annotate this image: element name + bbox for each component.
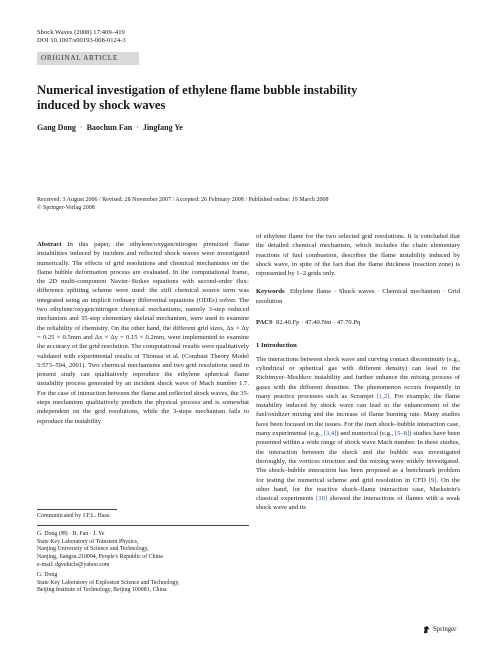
citation-link[interactable]: [10] — [316, 495, 328, 503]
author-separator: · — [136, 123, 139, 132]
pacs — [256, 318, 460, 327]
intro-text: The interactions between shock wave and curving contact discontinuity (e.g., cylindrical or spherical gas with different density) can lead to the Richtmyer–Meshkov instability and further enhance the mixing process of gases with the different densities. The phenomenon occurs frequently in many practice processes such as Scramjet — [256, 355, 460, 400]
pacs-label: PACS — [256, 319, 273, 327]
affiliation-line: State Key Laboratory of Explosion Science and Technology, — [37, 579, 180, 586]
received-dates: Received: 3 August 2006 / Revised: 28 November 2007 / Accepted: 26 February 2008 / Published online: 19 March 2008 — [37, 197, 329, 203]
dates-block — [37, 197, 457, 212]
left-column — [37, 240, 249, 426]
author: Gang Dong — [37, 123, 76, 132]
author: Jingfang Ye — [142, 123, 183, 132]
footnote-rule — [37, 509, 117, 510]
pacs-text: 82.40.Fp · 47.40.Nm · 47.70.Pq — [276, 319, 361, 327]
section-heading-introduction: 1 Introduction — [256, 342, 297, 350]
affiliation-line: G. Dong — [37, 572, 58, 578]
copyright: © Springer-Verlag 2008 — [37, 204, 95, 211]
affiliation-line: Nanjing, Jiangsu 210094, People's Republic of China — [37, 554, 163, 561]
publisher-name: Springer — [433, 626, 457, 633]
citation-link[interactable]: [9] — [428, 476, 437, 484]
title-line-1: Numerical investigation of ethylene flame bubble instability — [37, 83, 358, 97]
affiliation-line: State Key Laboratory of Transient Physics, — [37, 538, 139, 545]
doi: DOI 10.1007/s00193-008-0124-3 — [37, 37, 126, 45]
affiliation-line: Nanjing University of Science and Technology, — [37, 546, 149, 553]
abstract-continued: of ethylene flame for the two selected grid resolutions. It is concluded that the detailed chemical mechanism, which includes the chain elementary reactions of fuel combustion, describes the flame instability induced by shock wave, in spite of the fact that the flame thickness (reaction zone) is represented by 1–2 grids only. — [256, 233, 460, 278]
right-column — [256, 232, 460, 513]
affiliation-rule — [37, 525, 249, 526]
citation-link[interactable]: [1,2] — [376, 392, 390, 400]
affiliation-line: G. Dong (✉) · B. Fan · J. Ye — [37, 531, 105, 537]
author-separator: · — [79, 123, 83, 132]
email-link[interactable]: e-mail: dgvehicle@yahoo.com — [37, 561, 110, 568]
intro-text: ) and numerical (e.g., — [336, 430, 395, 438]
article-type-banner — [37, 52, 139, 65]
keywords — [256, 287, 460, 306]
intro-text: . On the other hand, for the reactive shock–flame interaction case, Markstein's classical experiments — [256, 476, 460, 503]
springer-horse-icon — [422, 625, 431, 634]
journal-citation: Shock Waves (2008) 17:409–419 — [37, 29, 125, 36]
paper-title — [37, 83, 457, 113]
article-type-label: ORIGINAL ARTICLE — [41, 54, 118, 62]
title-line-2: induced by shock waves — [37, 98, 166, 112]
author: Baochun Fan — [86, 123, 133, 132]
intro-text: . For example, the flame instability induced by shock wave can lead to the enhancement of the fuel/oxidizer mixing and the increase of flame burning rate. Many studies have been focused on the issues. For the inert shock–bubble interaction case, many experimental (e.g., — [256, 392, 461, 438]
keywords-label: Keywords — [256, 288, 285, 296]
abstract — [37, 240, 249, 426]
journal-header — [37, 29, 126, 46]
intro-text: ) studies have been presented within a wide range of shock wave Mach number. In these studies, the interaction between the shock and the bubble was investigated thoroughly, the vortices structure and the mixing were widely investigated. The shock–bubble interaction has been proposed as a benchmark problem for testing the numerical scheme and grid resolution in CFD — [256, 430, 460, 484]
abstract-text: In this paper, the ethylene/oxygen/nitrogen premixed flame instabilities induced by incident and reflected shock waves were investigated numerically. The effects of grid resolutions and chemical mechanisms on the flame bubble deformation process are evaluated. In the computational frame, the 2D multi-component Navier–Stokes equations with second-order flux-difference splitting scheme were used: the stiff chemical source term was integrated using an implicit ordinary differential equations (ODEs) solver. The two ethylene/oxygen/nitrogen chemical mechanisms, namely 3-step reduced mechanism and 35-step elementary skeletal mechanism, were used to examine the reliability of chemistry. On the other hand, the different grid sizes, Δx × Δy = 0.25 × 0.5mm and Δx × Δy = 0.15 × 0.2mm, were implemented to examine the accuracy of the grid resolution. The computational results were qualitatively validated with experimental results of Thomas et al. (Combust Theory Model 5:573–594, 2001). Two chemical mechanisms and two grid resolutions used in present study can qualitatively reproduce the ethylene spherical flame instability process generated by an incident shock wave of Mach number 1.7. For the case of interaction between the flame and reflected shock waves, the 35-steps mechanism qualitatively predicts the physical process and is somewhat independent on the grid resolutions, while the 3-steps mechanism fails to reproduce the instability — [37, 241, 249, 425]
keywords-text: Ethylene flame · Shock waves · Chemical mechanism · Grid resolution — [256, 288, 461, 305]
citation-link[interactable]: [5–8] — [394, 430, 410, 438]
intro-text: showed the interactions of flames with a weak shock wave and its — [256, 495, 461, 512]
communicated-note: Communicated by J.F.L. Hass. — [37, 513, 111, 519]
introduction-body — [256, 355, 460, 513]
affiliation-primary — [37, 531, 249, 570]
abstract-label: Abstract — [37, 241, 62, 248]
author-list — [37, 123, 183, 132]
affiliation-secondary — [37, 572, 249, 595]
affiliation-line: Beijing Institute of Technology, Beijing 100081, China — [37, 587, 167, 594]
citation-link[interactable]: [3,4] — [323, 430, 337, 438]
publisher-logo — [422, 625, 456, 634]
